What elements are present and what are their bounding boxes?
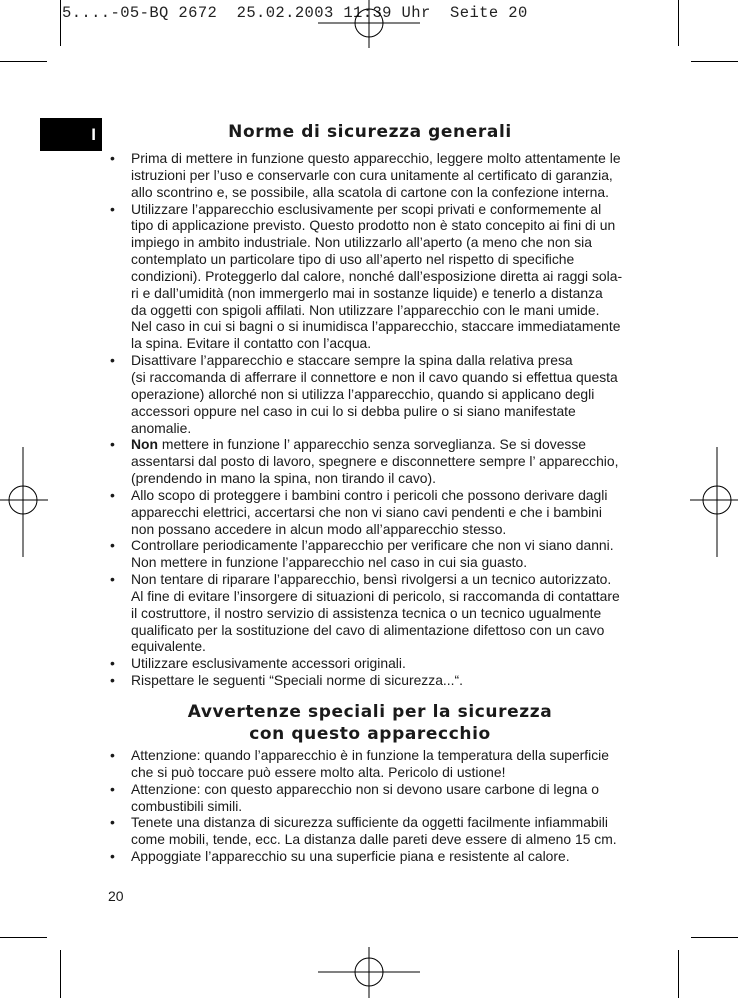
section-title-general-safety: Norme di sicurezza generali: [228, 122, 512, 142]
list-item: • Attenzione: con questo apparecchio non si devono usare carbone di legna o combustibili simili.: [110, 781, 634, 815]
registration-mark-left-icon: [0, 447, 48, 557]
list-item: • Non mettere in funzione l’ apparecchio senza sorveglianza. Se si dovesse assentarsi dal posto di lavoro, spegnere e disconnettere sempre l’ apparecchio, (prendendo in mano la spina, non tirando il cavo).: [110, 436, 634, 487]
list-item: • Disattivare l’apparecchio e staccare sempre la spina dalla relativa presa (si raccomanda di afferrare il connettore e non il cavo quando si effettua questa operazione) allorché non si utilizza l’apparecchio, quando si applicano degli accessori oppure nel caso in cui lo si debba pulire o si siano manifestate anomalie.: [110, 352, 634, 436]
special-warnings-list: [110, 747, 634, 865]
page-number: 20: [108, 888, 124, 904]
crop-mark-bottom-left-h: [0, 937, 47, 938]
crop-mark-top-left-v: [60, 0, 61, 46]
list-item: • Utilizzare l’apparecchio esclusivamente per scopi privati e conformemente al tipo di applicazione previsto. Questo prodotto non è stato concepito ai fini di un impiego in ambito industriale. Non utilizzarlo all’aperto (a meno che non sia contemplato un particolare tipo di uso all’aperto nel rispetto di specifiche condizioni). Proteggerlo dal calore, nonché dall’esposizione diretta ai raggi sola- ri e dall’umidità (non immergerlo mai in sostanze liquide) e tenerlo a distanza da oggetti con spigoli affilati. Non utilizzare l’apparecchio con le mani umide. Nel caso in cui si bagni o si inumidisca l’apparecchio, staccare immediatamente la spina. Evitare il contatto con l’acqua.: [110, 201, 634, 353]
crop-mark-bottom-right-h: [691, 937, 738, 938]
list-item: • Rispettare le seguenti “Speciali norme di sicurezza...“.: [110, 672, 634, 689]
registration-mark-bottom-icon: [318, 945, 420, 998]
bold-lead: Non: [131, 436, 159, 453]
list-item: • Controllare periodicamente l’apparecchio per verificare che non vi siano danni. Non mettere in funzione l’apparecchio nel caso in cui sia guasto.: [110, 537, 634, 571]
list-item: • Allo scopo di proteggere i bambini contro i pericoli che possono derivare dagli apparecchi elettrici, accertarsi che non vi siano cavi pendenti e che i bambini non possano accedere in alcun modo all’apparecchio stesso.: [110, 487, 634, 538]
crop-mark-top-right-v: [678, 0, 679, 46]
list-item: • Non tentare di riparare l’apparecchio, bensì rivolgersi a un tecnico autorizzato. Al fine di evitare l’insorgere di situazioni di pericolo, si raccomanda di contattare il costruttore, il nostro servizio di assistenza tecnica o un tecnico ugualmente qualificato per la sostituzione del cavo di alimentazione difettoso con un cavo equivalente.: [110, 571, 634, 655]
list-item: • Appoggiate l’apparecchio su una superficie piana e resistente al calore.: [110, 848, 634, 865]
list-item: • Attenzione: quando l’apparecchio è in funzione la temperatura della superficie che si può toccare può essere molto alta. Pericolo di ustione!: [110, 747, 634, 781]
general-safety-list: [110, 150, 634, 689]
crop-mark-top-right-h: [691, 61, 738, 62]
print-header: 5....-05-BQ 2672 25.02.2003 11:39 Uhr Seite 20: [62, 4, 528, 22]
list-item: • Utilizzare esclusivamente accessori originali.: [110, 655, 634, 672]
list-item: • Prima di mettere in funzione questo apparecchio, leggere molto attentamente le istruzioni per l’uso e conservarle con cura unitamente al certificato di garanzia, allo scontrino e, se possibile, alla scatola di cartone con la confezione interna.: [110, 150, 634, 201]
crop-mark-bottom-right-v: [678, 950, 679, 998]
language-tab: I: [40, 118, 102, 151]
registration-mark-right-icon: [690, 447, 738, 557]
registration-mark-top-icon: [318, 0, 420, 50]
crop-mark-bottom-left-v: [60, 950, 61, 998]
crop-mark-top-left-h: [0, 61, 47, 62]
list-item: • Tenete una distanza di sicurezza sufficiente da oggetti facilmente infiammabili come mobili, tende, ecc. La distanza dalle pareti deve essere di almeno 15 cm.: [110, 814, 634, 848]
section-title-special-warnings: Avvertenze speciali per la sicurezza con questo apparecchio: [187, 702, 553, 744]
